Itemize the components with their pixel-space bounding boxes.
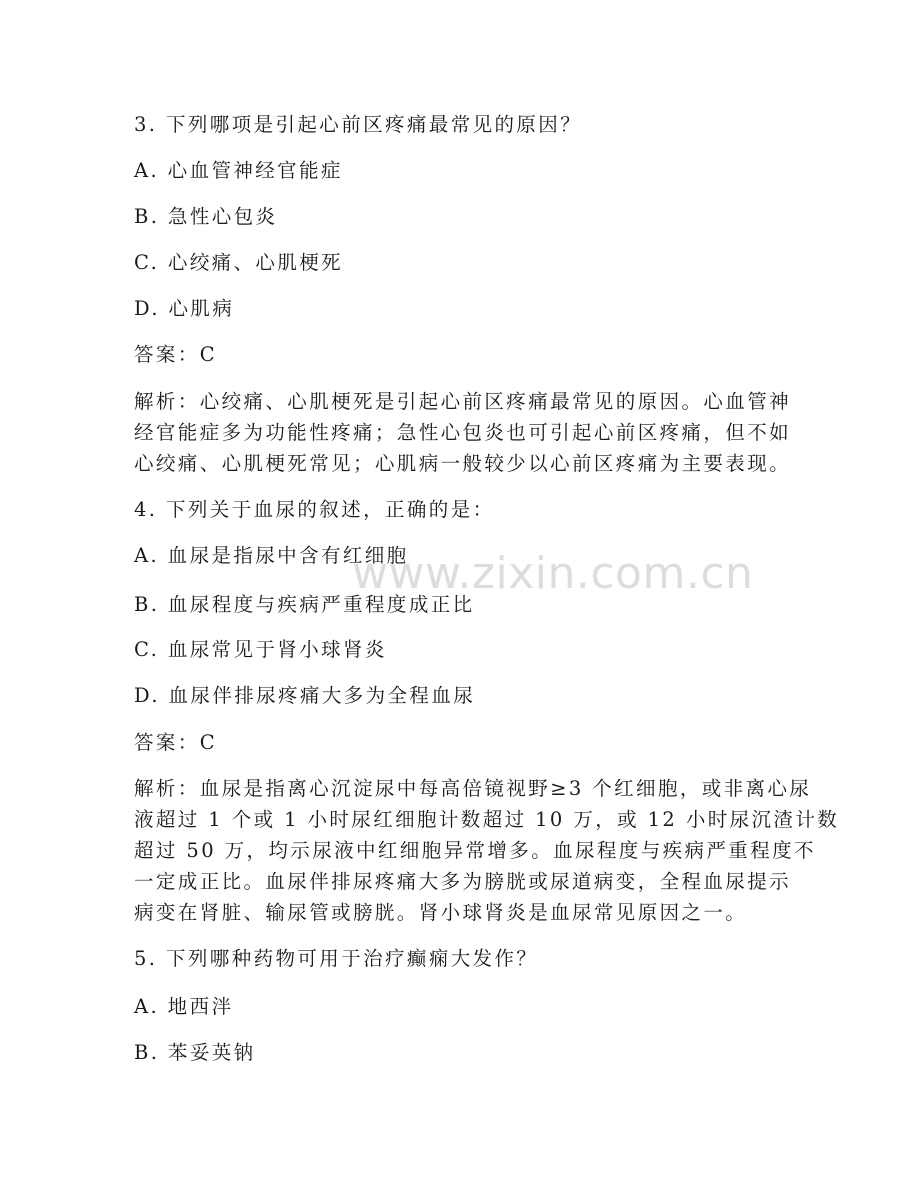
- q3-option-c: C. 心绞痛、心肌梗死: [134, 251, 344, 274]
- question-5: 5. 下列哪种药物可用于治疗癫痫大发作？: [134, 947, 539, 970]
- q4-option-c: C. 血尿常见于肾小球肾炎: [134, 638, 387, 661]
- q3-explanation-line: 经官能症多为功能性疼痛；急性心包炎也可引起心前区疼痛，但不如: [134, 421, 792, 444]
- q3-explanation-line: 心绞痛、心肌梗死常见；心肌病一般较少以心前区疼痛为主要表现。: [134, 452, 792, 475]
- question-3: 3. 下列哪项是引起心前区疼痛最常见的原因？: [134, 113, 583, 136]
- q3-answer: 答案：C: [134, 343, 218, 366]
- q3-option-d: D. 心肌病: [134, 297, 235, 320]
- q4-option-b: B. 血尿程度与疾病严重程度成正比: [134, 593, 475, 616]
- q4-explanation-line: 液超过 1 个或 1 小时尿红细胞计数超过 10 万，或 12 小时尿沉渣计数: [134, 808, 840, 831]
- q4-explanation-line: 超过 50 万，均示尿液中红细胞异常增多。血尿程度与疾病严重程度不: [134, 839, 816, 862]
- q4-explanation-line: 病变在肾脏、输尿管或膀胱。肾小球肾炎是血尿常见原因之一。: [134, 901, 748, 924]
- q4-option-d: D. 血尿伴排尿疼痛大多为全程血尿: [134, 684, 476, 707]
- q3-option-b: B. 急性心包炎: [134, 205, 278, 228]
- q3-explanation-line: 解析：心绞痛、心肌梗死是引起心前区疼痛最常见的原因。心血管神: [134, 390, 792, 413]
- q4-answer: 答案：C: [134, 731, 218, 754]
- q4-explanation-line: 解析：血尿是指离心沉淀尿中每高倍镜视野≥3 个红细胞，或非离心尿: [134, 777, 812, 800]
- q5-option-a: A. 地西泮: [134, 995, 234, 1018]
- q4-explanation-line: 一定成正比。血尿伴排尿疼痛大多为膀胱或尿道病变，全程血尿提示: [134, 870, 792, 893]
- q5-option-b: B. 苯妥英钠: [134, 1041, 256, 1064]
- watermark: www.zixin.com.cn: [352, 548, 754, 599]
- question-4: 4. 下列关于血尿的叙述，正确的是：: [134, 498, 495, 521]
- q4-option-a: A. 血尿是指尿中含有红细胞: [134, 544, 409, 567]
- q3-option-a: A. 心血管神经官能症: [134, 159, 343, 182]
